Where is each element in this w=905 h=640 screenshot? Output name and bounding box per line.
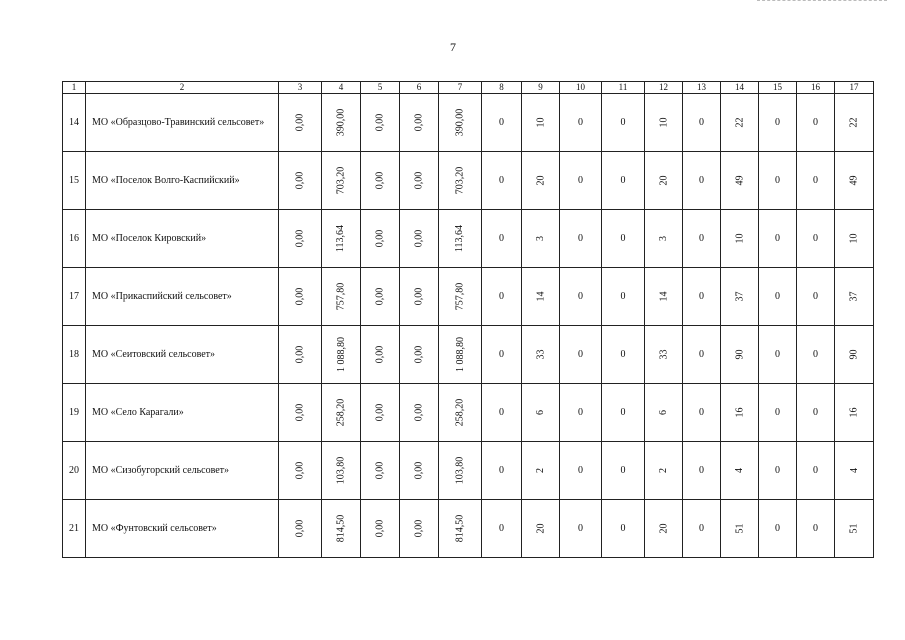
value-cell xyxy=(522,326,560,384)
row-number-cell: 14 xyxy=(63,94,86,152)
value-text: 703,20 xyxy=(335,166,347,195)
value-cell xyxy=(400,268,439,326)
value-cell xyxy=(361,94,400,152)
value-cell xyxy=(400,210,439,268)
value-text: 3 xyxy=(658,236,669,241)
value-text: 0,00 xyxy=(413,403,425,422)
value-cell xyxy=(400,152,439,210)
value-cell xyxy=(439,384,482,442)
value-cell: 0 xyxy=(482,326,522,384)
column-header: 9 xyxy=(522,82,560,94)
value-cell xyxy=(522,384,560,442)
value-cell: 0 xyxy=(759,442,797,500)
value-text: 0,00 xyxy=(374,229,386,248)
value-text: 0,00 xyxy=(413,461,425,480)
value-text: 1 088,80 xyxy=(454,337,466,372)
value-cell: 0 xyxy=(797,210,835,268)
value-cell: 0 xyxy=(797,152,835,210)
value-cell: 0 xyxy=(683,152,721,210)
column-header: 17 xyxy=(835,82,874,94)
value-text: 0,00 xyxy=(294,403,306,422)
value-text: 37 xyxy=(848,291,860,302)
municipality-name-cell: МО «Образцово-Травинский сельсовет» xyxy=(86,94,279,152)
value-cell xyxy=(645,210,683,268)
value-cell: 0 xyxy=(797,442,835,500)
value-cell: 0 xyxy=(759,326,797,384)
value-text: 0,00 xyxy=(294,345,306,364)
value-cell xyxy=(721,500,759,558)
column-header: 2 xyxy=(86,82,279,94)
value-text: 2 xyxy=(535,468,546,473)
value-text: 103,80 xyxy=(454,456,466,485)
value-text: 757,80 xyxy=(335,282,347,311)
municipality-name-cell: МО «Поселок Волго-Каспийский» xyxy=(86,152,279,210)
value-cell xyxy=(322,268,361,326)
value-cell xyxy=(439,268,482,326)
value-text: 16 xyxy=(734,407,745,418)
value-cell: 0 xyxy=(797,500,835,558)
value-cell: 0 xyxy=(602,94,645,152)
value-cell: 0 xyxy=(683,210,721,268)
value-cell: 0 xyxy=(560,210,602,268)
value-text: 20 xyxy=(658,523,669,534)
value-cell xyxy=(279,152,322,210)
value-cell xyxy=(361,384,400,442)
table-row xyxy=(63,268,874,326)
value-cell xyxy=(322,500,361,558)
value-text: 113,64 xyxy=(454,224,466,253)
value-cell xyxy=(361,326,400,384)
column-header: 6 xyxy=(400,82,439,94)
column-header: 14 xyxy=(721,82,759,94)
value-text: 0,00 xyxy=(374,403,386,422)
table-header-row xyxy=(63,82,874,94)
column-header: 8 xyxy=(482,82,522,94)
value-text: 49 xyxy=(848,175,860,186)
value-text: 113,64 xyxy=(335,224,347,253)
value-cell xyxy=(522,94,560,152)
value-cell xyxy=(279,384,322,442)
value-cell xyxy=(439,94,482,152)
value-cell: 0 xyxy=(602,152,645,210)
value-text: 16 xyxy=(848,407,860,418)
value-cell xyxy=(400,442,439,500)
value-text: 20 xyxy=(658,175,669,186)
value-text: 22 xyxy=(734,117,745,128)
value-cell xyxy=(522,268,560,326)
value-cell: 0 xyxy=(602,268,645,326)
row-number-cell: 17 xyxy=(63,268,86,326)
value-text: 703,20 xyxy=(454,166,466,195)
value-text: 390,00 xyxy=(454,108,466,137)
value-cell xyxy=(645,94,683,152)
value-cell xyxy=(835,500,874,558)
value-text: 1 088,80 xyxy=(335,337,347,372)
value-cell: 0 xyxy=(759,210,797,268)
value-cell: 0 xyxy=(560,268,602,326)
value-text: 0,00 xyxy=(294,519,306,538)
value-cell xyxy=(835,210,874,268)
value-cell: 0 xyxy=(797,384,835,442)
value-cell xyxy=(322,210,361,268)
value-cell: 0 xyxy=(759,500,797,558)
value-cell xyxy=(322,94,361,152)
column-header: 10 xyxy=(560,82,602,94)
value-cell xyxy=(645,268,683,326)
value-text: 0,00 xyxy=(413,519,425,538)
value-cell xyxy=(522,210,560,268)
value-cell: 0 xyxy=(683,94,721,152)
value-text: 14 xyxy=(658,291,669,302)
value-cell: 0 xyxy=(759,268,797,326)
value-cell xyxy=(721,326,759,384)
value-cell xyxy=(645,442,683,500)
value-text: 22 xyxy=(848,117,860,128)
value-cell xyxy=(322,326,361,384)
value-text: 6 xyxy=(658,410,669,415)
value-cell: 0 xyxy=(683,326,721,384)
value-cell: 0 xyxy=(683,442,721,500)
value-text: 0,00 xyxy=(374,287,386,306)
value-cell: 0 xyxy=(797,94,835,152)
value-cell xyxy=(279,94,322,152)
value-cell xyxy=(645,500,683,558)
row-number-cell: 18 xyxy=(63,326,86,384)
value-cell: 0 xyxy=(560,152,602,210)
value-cell: 0 xyxy=(602,384,645,442)
value-text: 0,00 xyxy=(374,113,386,132)
value-text: 0,00 xyxy=(294,461,306,480)
value-cell xyxy=(361,268,400,326)
value-text: 3 xyxy=(535,236,546,241)
table-row xyxy=(63,500,874,558)
value-cell: 0 xyxy=(797,326,835,384)
value-text: 33 xyxy=(535,349,546,360)
value-text: 10 xyxy=(734,233,745,244)
value-cell xyxy=(439,210,482,268)
value-cell xyxy=(721,94,759,152)
value-cell xyxy=(400,94,439,152)
municipality-name-cell: МО «Село Карагали» xyxy=(86,384,279,442)
table-row xyxy=(63,210,874,268)
column-header: 4 xyxy=(322,82,361,94)
municipality-name-cell: МО «Прикаспийский сельсовет» xyxy=(86,268,279,326)
value-cell xyxy=(721,384,759,442)
value-cell xyxy=(279,268,322,326)
value-cell xyxy=(645,326,683,384)
value-cell: 0 xyxy=(560,384,602,442)
value-cell: 0 xyxy=(759,152,797,210)
value-text: 0,00 xyxy=(413,229,425,248)
value-cell xyxy=(322,442,361,500)
value-cell xyxy=(439,442,482,500)
table-row xyxy=(63,442,874,500)
column-header: 13 xyxy=(683,82,721,94)
value-cell xyxy=(279,442,322,500)
column-header: 1 xyxy=(63,82,86,94)
row-number-cell: 19 xyxy=(63,384,86,442)
value-cell: 0 xyxy=(482,442,522,500)
row-number-cell: 16 xyxy=(63,210,86,268)
value-text: 0,00 xyxy=(294,171,306,190)
value-cell xyxy=(721,442,759,500)
value-cell: 0 xyxy=(602,500,645,558)
value-cell: 0 xyxy=(683,268,721,326)
value-cell: 0 xyxy=(482,268,522,326)
value-text: 757,80 xyxy=(454,282,466,311)
value-text: 4 xyxy=(734,468,745,473)
value-cell: 0 xyxy=(602,326,645,384)
value-cell: 0 xyxy=(482,152,522,210)
value-cell xyxy=(645,152,683,210)
municipality-name-cell: МО «Сизобугорский сельсовет» xyxy=(86,442,279,500)
value-cell xyxy=(361,210,400,268)
column-header: 15 xyxy=(759,82,797,94)
value-text: 10 xyxy=(535,117,546,128)
value-cell xyxy=(835,152,874,210)
value-cell xyxy=(721,210,759,268)
value-cell: 0 xyxy=(482,210,522,268)
value-text: 10 xyxy=(658,117,669,128)
value-cell: 0 xyxy=(482,94,522,152)
data-table xyxy=(62,81,874,558)
value-text: 51 xyxy=(734,523,745,534)
value-cell: 0 xyxy=(560,500,602,558)
value-cell: 0 xyxy=(759,384,797,442)
value-text: 20 xyxy=(535,523,546,534)
value-text: 0,00 xyxy=(374,345,386,364)
value-text: 258,20 xyxy=(335,398,347,427)
value-cell: 0 xyxy=(560,94,602,152)
value-text: 37 xyxy=(734,291,745,302)
value-text: 0,00 xyxy=(413,171,425,190)
value-cell: 0 xyxy=(602,442,645,500)
table-row xyxy=(63,326,874,384)
value-cell xyxy=(322,384,361,442)
value-text: 0,00 xyxy=(374,171,386,190)
value-text: 4 xyxy=(848,468,860,473)
value-text: 0,00 xyxy=(294,113,306,132)
column-header: 12 xyxy=(645,82,683,94)
municipality-name-cell: МО «Фунтовский сельсовет» xyxy=(86,500,279,558)
value-cell xyxy=(361,500,400,558)
value-cell: 0 xyxy=(560,442,602,500)
table-row xyxy=(63,152,874,210)
value-text: 90 xyxy=(848,349,860,360)
value-cell xyxy=(400,384,439,442)
column-header: 16 xyxy=(797,82,835,94)
value-text: 51 xyxy=(848,523,860,534)
value-cell: 0 xyxy=(602,210,645,268)
value-text: 0,00 xyxy=(413,113,425,132)
page-number: 7 xyxy=(450,40,456,54)
value-cell xyxy=(439,326,482,384)
value-cell: 0 xyxy=(683,500,721,558)
value-text: 0,00 xyxy=(413,287,425,306)
value-text: 90 xyxy=(734,349,745,360)
value-text: 814,50 xyxy=(335,514,347,543)
value-cell xyxy=(835,384,874,442)
value-cell xyxy=(835,94,874,152)
value-cell xyxy=(835,442,874,500)
value-cell xyxy=(279,210,322,268)
value-cell xyxy=(400,326,439,384)
value-cell: 0 xyxy=(482,500,522,558)
value-cell: 0 xyxy=(759,94,797,152)
value-text: 33 xyxy=(658,349,669,360)
row-number-cell: 21 xyxy=(63,500,86,558)
value-cell xyxy=(721,268,759,326)
value-cell xyxy=(361,442,400,500)
table-body xyxy=(63,94,874,558)
value-cell xyxy=(645,384,683,442)
value-cell xyxy=(361,152,400,210)
table-row xyxy=(63,94,874,152)
column-header: 3 xyxy=(279,82,322,94)
value-text: 10 xyxy=(848,233,860,244)
value-cell xyxy=(522,500,560,558)
value-cell: 0 xyxy=(683,384,721,442)
value-text: 0,00 xyxy=(294,287,306,306)
value-text: 0,00 xyxy=(294,229,306,248)
value-cell xyxy=(721,152,759,210)
value-cell xyxy=(522,152,560,210)
value-cell xyxy=(279,500,322,558)
value-cell xyxy=(835,326,874,384)
value-cell: 0 xyxy=(560,326,602,384)
column-header: 7 xyxy=(439,82,482,94)
row-number-cell: 15 xyxy=(63,152,86,210)
value-text: 103,80 xyxy=(335,456,347,485)
value-text: 14 xyxy=(535,291,546,302)
row-number-cell: 20 xyxy=(63,442,86,500)
municipality-name-cell: МО «Поселок Кировский» xyxy=(86,210,279,268)
table-row xyxy=(63,384,874,442)
column-header: 11 xyxy=(602,82,645,94)
value-cell: 0 xyxy=(797,268,835,326)
value-cell: 0 xyxy=(482,384,522,442)
value-text: 2 xyxy=(658,468,669,473)
value-cell xyxy=(279,326,322,384)
value-text: 0,00 xyxy=(374,519,386,538)
value-cell xyxy=(439,152,482,210)
value-cell xyxy=(522,442,560,500)
value-cell xyxy=(400,500,439,558)
value-cell xyxy=(835,268,874,326)
value-text: 0,00 xyxy=(413,345,425,364)
value-text: 814,50 xyxy=(454,514,466,543)
value-text: 258,20 xyxy=(454,398,466,427)
value-text: 0,00 xyxy=(374,461,386,480)
value-cell xyxy=(322,152,361,210)
value-text: 390,00 xyxy=(335,108,347,137)
municipality-name-cell: МО «Сеитовский сельсовет» xyxy=(86,326,279,384)
value-cell xyxy=(439,500,482,558)
value-text: 20 xyxy=(535,175,546,186)
top-edge-mark xyxy=(757,0,887,3)
column-header: 5 xyxy=(361,82,400,94)
value-text: 6 xyxy=(535,410,546,415)
value-text: 49 xyxy=(734,175,745,186)
